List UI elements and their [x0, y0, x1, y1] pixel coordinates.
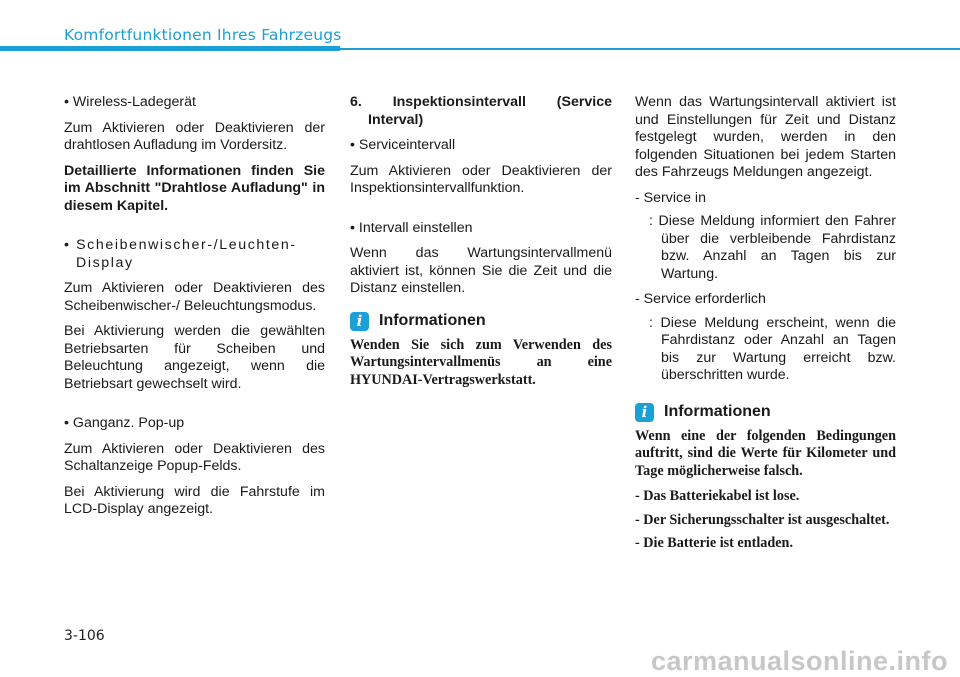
maintenance-intro: Wenn das Wartungsintervall aktiviert ist und Einstellungen für Zeit und Distanz festgelegt wurden, werden in den folgenden Situationen bei jedem Starten des Fahrzeugs Meldungen angezeigt. — [635, 94, 896, 180]
condition-battery-cable: - Das Batteriekabel ist lose. — [635, 488, 800, 504]
page-number: 3-106 — [64, 628, 105, 644]
info-box-header-2 — [635, 403, 896, 422]
info-title: Informationen — [664, 403, 771, 421]
info-text: Wenden Sie sich zum Verwenden des Wartungsintervallmenüs an eine HYUNDAI-Vertragswerkstatt. — [350, 336, 612, 388]
info-title: Informationen — [379, 312, 486, 330]
service-required-text: : Diese Meldung erscheint, wenn die Fahrdistanz oder Anzahl an Tagen bis zur Wartung erreicht bzw. überschritten wurde. — [649, 314, 896, 383]
info-text-2: Wenn eine der folgenden Bedingungen auftritt, sind die Werte für Kilometer und Tage möglicherweise falsch. — [635, 427, 896, 479]
wireless-charger-note: Detaillierte Informationen finden Sie im Abschnitt "Drahtlose Aufladung" in diesem Kapitel. — [64, 162, 325, 214]
column-left — [64, 94, 325, 527]
service-interval-item: • Serviceintervall — [350, 137, 456, 153]
wireless-charger-text: Zum Aktivieren oder Deaktivieren der drahtlosen Aufladung im Vordersitz. — [64, 119, 325, 153]
info-icon: i — [350, 312, 369, 331]
header-accent-bar — [0, 46, 340, 51]
section-title: Komfortfunktionen Ihres Fahrzeugs — [64, 26, 342, 44]
wiper-light-display-text-2: Bei Aktivierung werden die gewählten Betriebsarten für Scheiben und Beleuchtung angezeigt, wenn die Betriebsart gewechselt wird. — [64, 323, 325, 392]
gear-popup-item: • Ganganz. Pop-up — [64, 415, 185, 431]
set-interval-text: Wenn das Wartungsintervallmenü aktiviert ist, können Sie die Zeit und die Distanz einstellen. — [350, 245, 612, 296]
watermark: carmanualsonline.info — [650, 646, 948, 676]
set-interval-item: • Intervall einstellen — [350, 219, 473, 236]
info-box-header — [350, 312, 612, 331]
service-in-label: - Service in — [635, 189, 706, 206]
service-in-text: : Diese Meldung informiert den Fahrer über die verbleibende Fahrdistanz bzw. Anzahl an Tagen bis zur Wartung. — [649, 213, 896, 282]
column-middle — [350, 94, 612, 397]
service-interval-text: Zum Aktivieren oder Deaktivieren der Inspektionsintervallfunktion. — [350, 162, 612, 196]
header-rule — [340, 48, 960, 50]
gear-popup-text-2: Bei Aktivierung wird die Fahrstufe im LCD-Display angezeigt. — [64, 483, 325, 517]
column-right — [635, 94, 896, 559]
wiper-light-display-item: • Scheibenwischer-/Leuchten-Display — [64, 237, 297, 271]
info-icon: i — [635, 403, 654, 422]
service-required-label: - Service erforderlich — [635, 291, 766, 307]
wiper-light-display-text: Zum Aktivieren oder Deaktivieren des Scheibenwischer-/ Beleuchtungsmodus. — [64, 280, 325, 314]
condition-fuse-switch: - Der Sicherungsschalter ist ausgeschaltet. — [635, 511, 890, 528]
service-interval-heading: 6. Inspektionsintervall (Service Interval) — [350, 94, 612, 128]
wireless-charger-item: • Wireless-Ladegerät — [64, 94, 196, 110]
gear-popup-text: Zum Aktivieren oder Deaktivieren des Schaltanzeige Popup-Felds. — [64, 440, 325, 474]
condition-battery-discharged: - Die Batterie ist entladen. — [635, 535, 793, 551]
